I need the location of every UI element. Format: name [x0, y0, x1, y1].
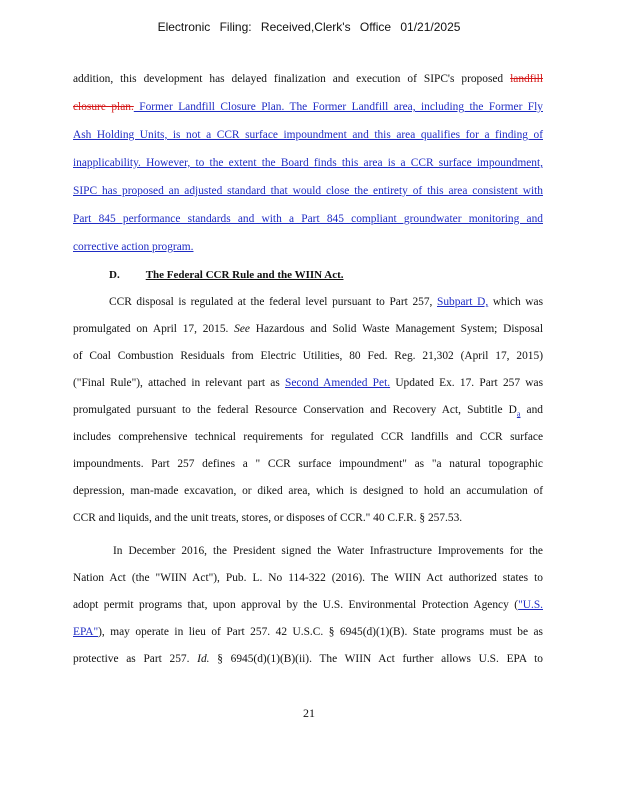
paragraph-line — [73, 403, 543, 421]
text-run: impoundments. Part 257 defines a " CCR surface impoundment" as "a natural topographic — [73, 458, 543, 470]
paragraph-line — [73, 322, 543, 336]
paragraph-line — [73, 625, 543, 639]
text-run: depression, man-made excavation, or diked area, which is designed to hold an accumulation of — [73, 485, 543, 497]
paragraph-line — [109, 295, 543, 309]
section-heading — [109, 268, 360, 282]
paragraph-line — [73, 484, 543, 498]
paragraph-line — [73, 457, 543, 471]
text-run: includes comprehensive technical requirements for regulated CCR landfills and CCR surface — [73, 431, 543, 443]
inserted-text: Ash Holding Units, is not a CCR surface impoundment and this area qualifies for a finding of — [73, 129, 543, 141]
paragraph-line — [73, 100, 543, 114]
inserted-text: EPA" — [73, 626, 99, 638]
text-run: promulgated pursuant to the federal Resource Conservation and Recovery Act, Subtitle D — [73, 404, 517, 416]
inserted-text: inapplicability. However, to the extent the Board finds this area is a CCR surface impoundment, — [73, 157, 543, 169]
page-number: 21 — [303, 706, 315, 720]
text-run: and — [520, 404, 544, 416]
signal-word: Id. — [197, 653, 210, 665]
deleted-text: closure plan. — [73, 101, 134, 113]
paragraph-line — [73, 184, 543, 198]
paragraph-line — [73, 571, 543, 585]
electronic-filing-header: Electronic Filing: Received,Clerk's Office 01/21/2025 — [157, 20, 461, 34]
paragraph-line — [73, 598, 543, 612]
text-run: CCR disposal is regulated at the federal level pursuant to Part 257, — [109, 296, 438, 308]
signal-word: See — [234, 323, 250, 335]
inserted-text: Part 845 performance standards and with a Part 845 compliant groundwater monitoring and — [73, 213, 543, 225]
text-run: CCR and liquids, and the unit treats, stores, or disposes of CCR." 40 C.F.R. § 257.53. — [73, 512, 463, 524]
inserted-text: Subpart D, — [437, 296, 489, 308]
text-run: Updated Ex. 17. Part 257 was — [390, 377, 543, 389]
paragraph-line — [73, 240, 543, 254]
inserted-text: Former Landfill Closure Plan. The Former Landfill area, including the Former Fly — [133, 101, 543, 113]
paragraph-line — [73, 349, 543, 363]
paragraph-line — [73, 128, 543, 142]
text-run: protective as Part 257. — [73, 653, 198, 665]
text-run: ("Final Rule"), attached in relevant part as — [73, 377, 286, 389]
paragraph-line — [73, 430, 543, 444]
text-run: Hazardous and Solid Waste Management System; Disposal — [249, 323, 543, 335]
text-run: which was — [488, 296, 544, 308]
text-run: ), may operate in lieu of Part 257. 42 U.S.C. § 6945(d)(1)(B). State programs must be as — [98, 626, 543, 638]
inserted-text: SIPC has proposed an adjusted standard that would close the entirety of this area consistent with — [73, 185, 543, 197]
paragraph-line — [73, 511, 543, 525]
text-run: addition, this development has delayed finalization and execution of SIPC's proposed — [73, 73, 511, 85]
text-run: In December 2016, the President signed the Water Infrastructure Improvements for the — [113, 545, 543, 557]
text-run: adopt permit programs that, upon approval by the U.S. Environmental Protection Agency ( — [73, 599, 519, 611]
deleted-text: landfill — [510, 73, 543, 85]
section-letter: D. — [109, 269, 120, 281]
inserted-text: Second Amended Pet. — [285, 377, 391, 389]
text-run: promulgated on April 17, 2015. — [73, 323, 235, 335]
paragraph-line — [113, 544, 543, 558]
text-run: § 6945(d)(1)(B)(ii). The WIIN Act further allows U.S. EPA to — [209, 653, 543, 665]
inserted-subscript: a — [516, 409, 521, 419]
text-run: Nation Act (the "WIIN Act"), Pub. L. No 114-322 (2016). The WIIN Act authorized states to — [73, 572, 543, 584]
text-run: of Coal Combustion Residuals from Electric Utilities, 80 Fed. Reg. 21,302 (April 17, 2015) — [73, 350, 543, 362]
paragraph-line — [73, 212, 543, 226]
paragraph-line — [73, 376, 543, 390]
paragraph-line — [73, 156, 543, 170]
paragraph-line — [73, 652, 543, 666]
section-title: The Federal CCR Rule and the WIIN Act. — [145, 269, 344, 281]
inserted-text: corrective action program. — [73, 241, 194, 253]
paragraph-line — [73, 72, 543, 86]
inserted-text: "U.S. — [518, 599, 543, 611]
